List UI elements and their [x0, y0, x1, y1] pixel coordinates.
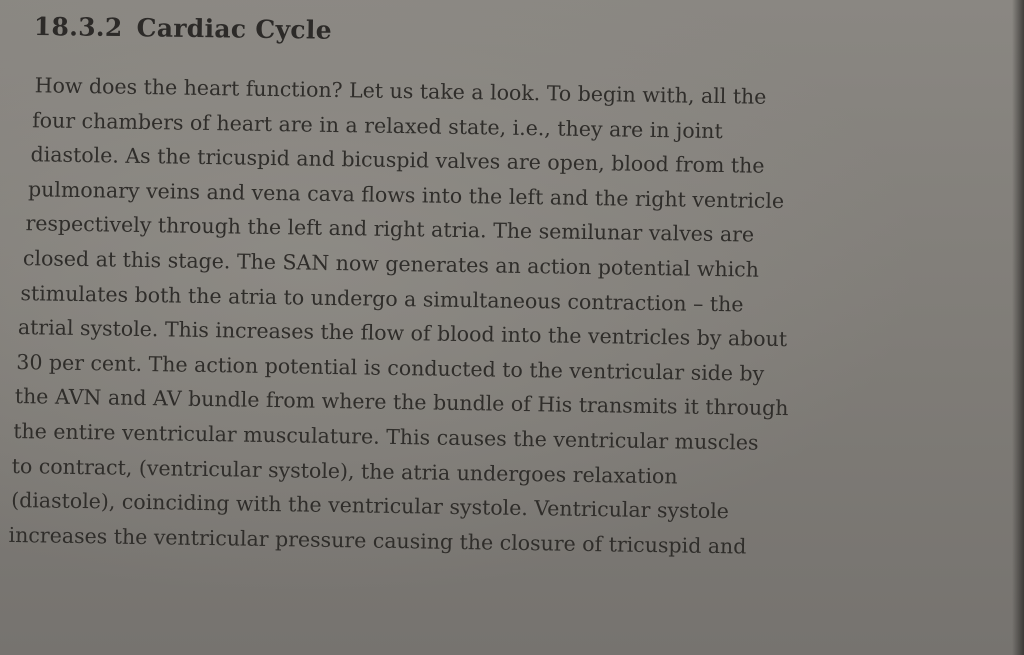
paragraph-line: 30 per cent. The action potential is conducted to the ventricular side by — [16, 349, 765, 386]
book-gutter-shadow — [1012, 0, 1024, 655]
paragraph-line: How does the heart function? Let us take a look. To begin with, all the — [34, 73, 767, 109]
paragraph-line: respectively through the left and right atria. The semilunar valves are — [25, 211, 755, 247]
section-title: Cardiac Cycle — [136, 13, 333, 45]
paragraph-line: atrial systole. This increases the flow of blood into the ventricles by about — [17, 315, 788, 352]
paragraph-line: pulmonary veins and vena cava flows into the left and the right ventricle — [27, 176, 785, 213]
paragraph-line: increases the ventricular pressure causing the closure of tricuspid and — [8, 522, 747, 559]
paragraph — [10, 68, 1007, 568]
section-number: 18.3.2 — [33, 12, 123, 43]
paragraph-line: the entire ventricular musculature. This causes the ventricular muscles — [13, 418, 759, 455]
paragraph-line: (diastole), coinciding with the ventricular systole. Ventricular systole — [11, 488, 730, 524]
paragraph-line: the AVN and AV bundle from where the bundle of His transmits it through — [14, 384, 789, 421]
paragraph-line: four chambers of heart are in a relaxed state, i.e., they are in joint — [31, 107, 723, 143]
paragraph-line: stimulates both the atria to undergo a simultaneous contraction – the — [20, 280, 744, 316]
paragraph-line: to contract, (ventricular systole), the atria undergoes relaxation — [11, 453, 678, 488]
paragraph-line: closed at this stage. The SAN now generates an action potential which — [22, 246, 760, 282]
paragraph-line: diastole. As the tricuspid and bicuspid valves are open, blood from the — [30, 142, 765, 178]
section-heading — [34, 12, 332, 45]
